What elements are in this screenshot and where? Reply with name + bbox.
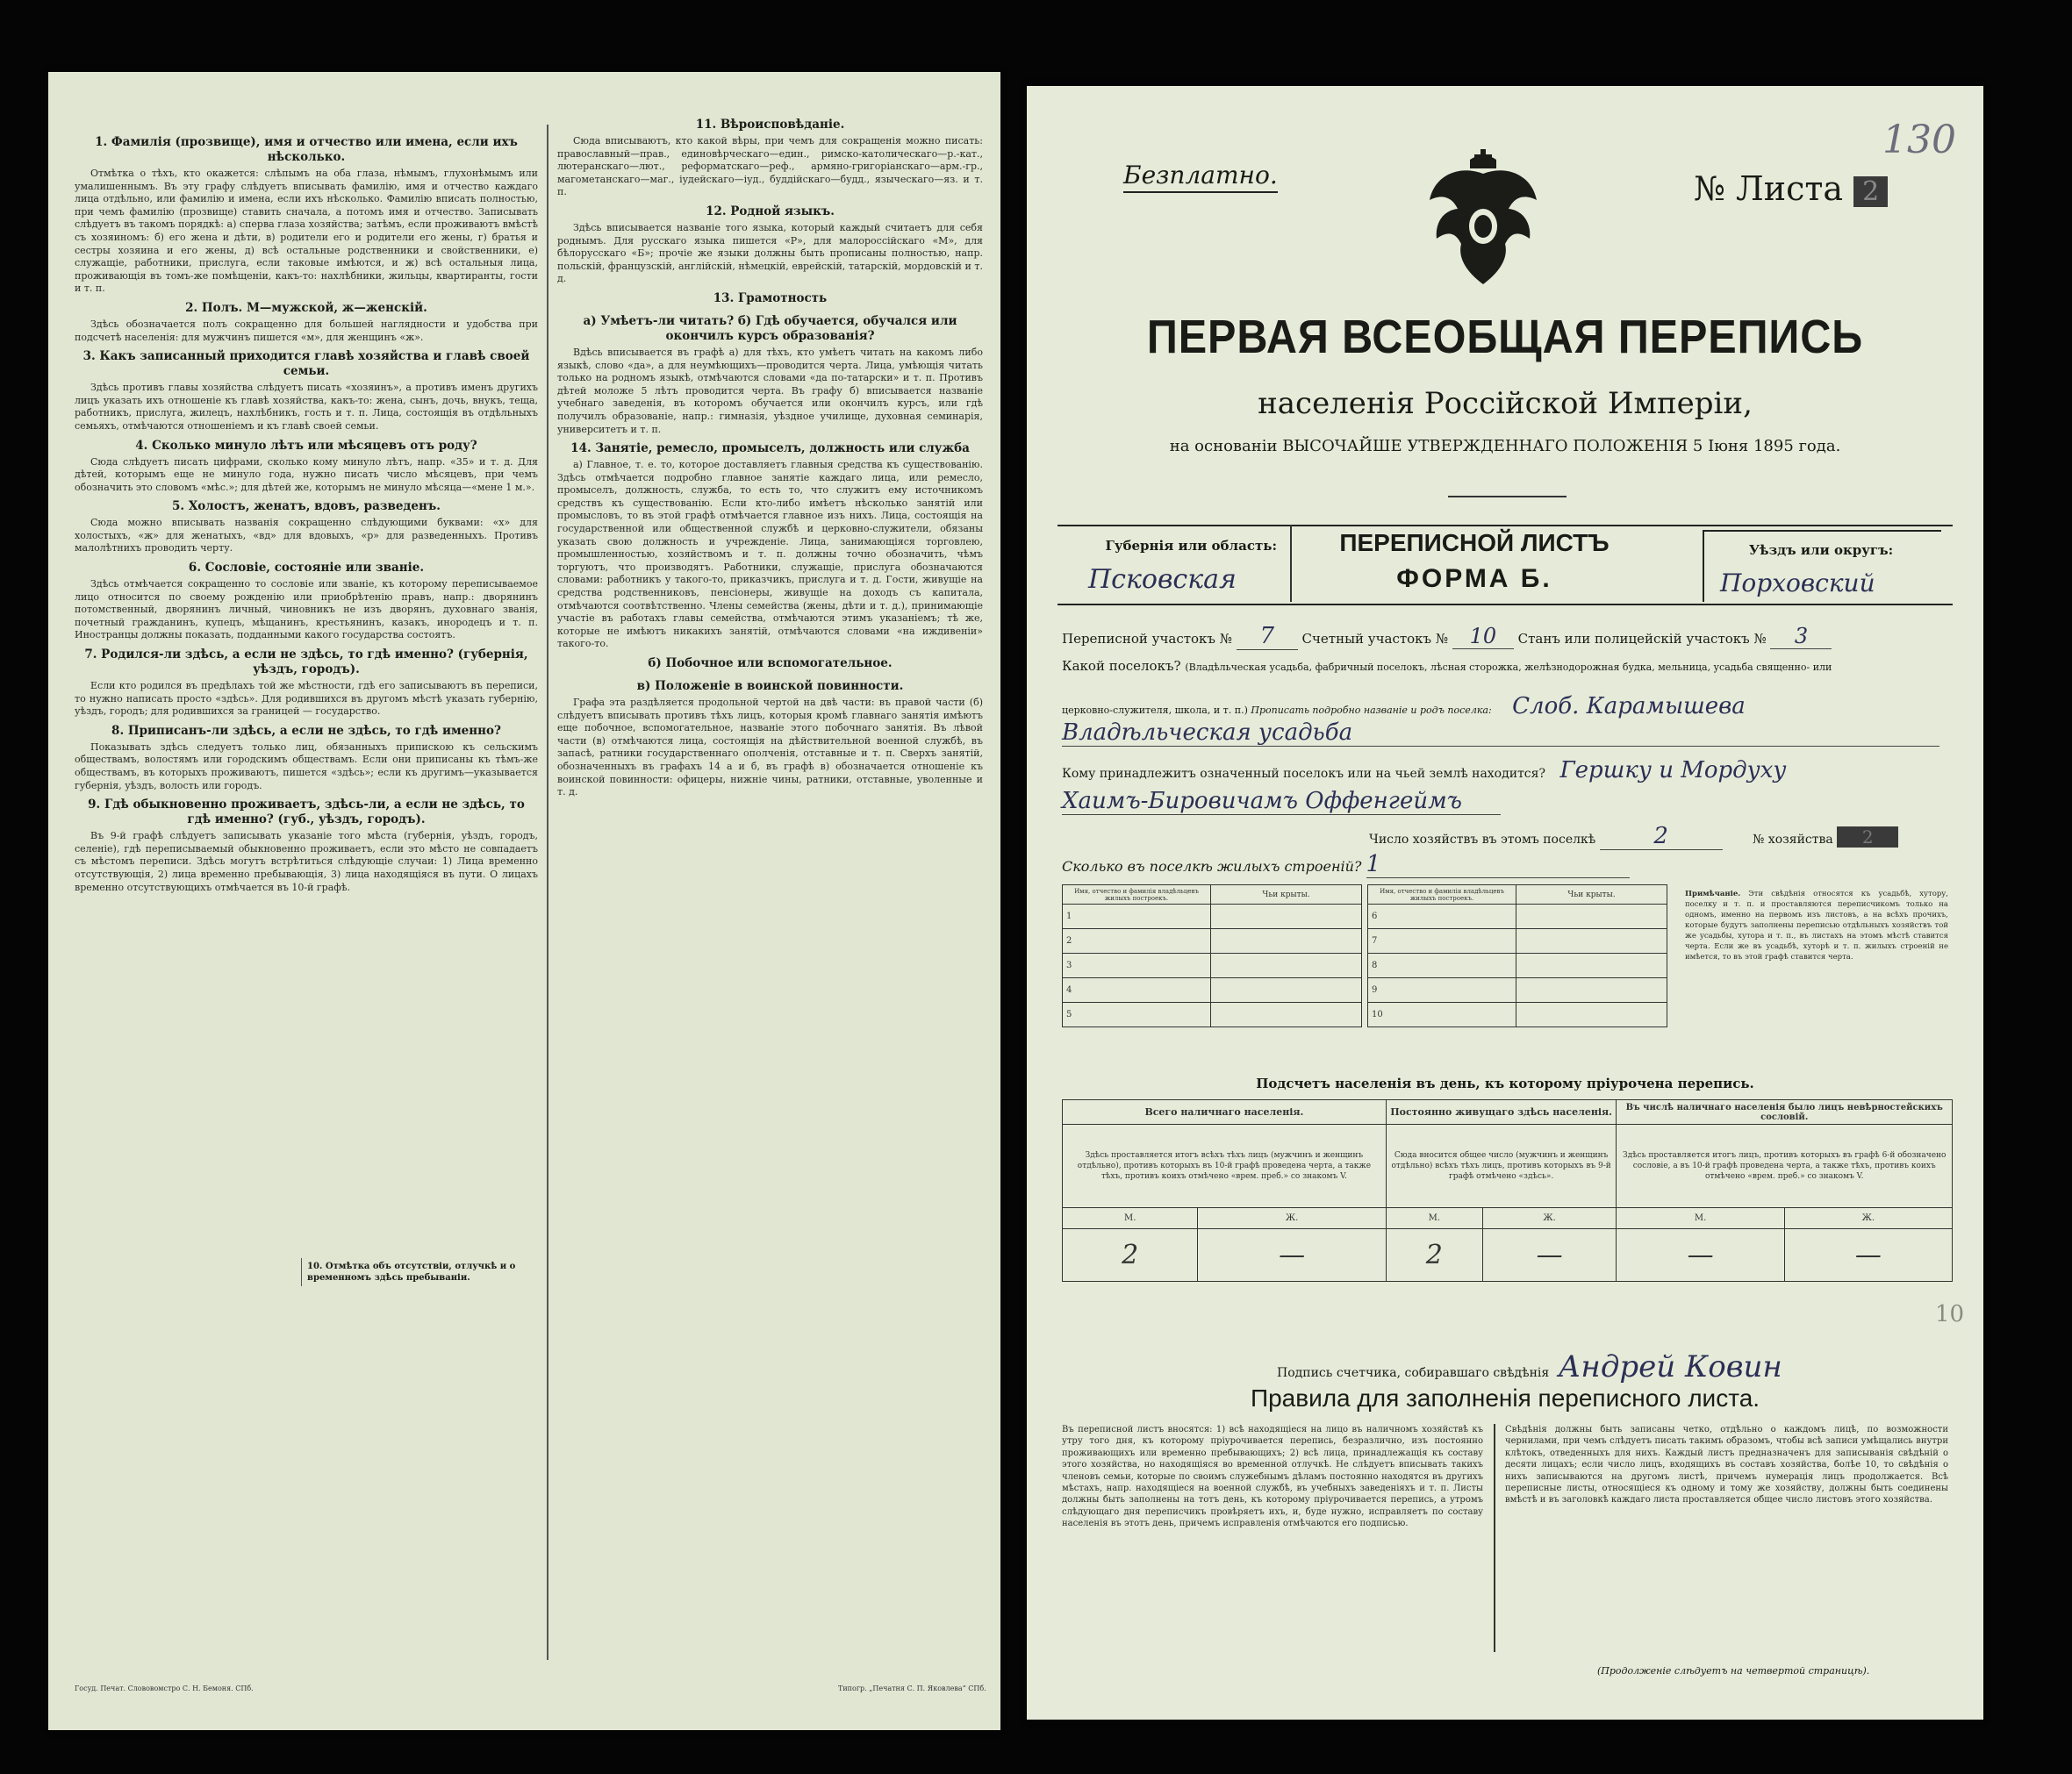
- form-title-1: ПЕРЕПИСНОЙ ЛИСТЪ: [1339, 529, 1610, 556]
- col2-heading: в) Положеніе в воинской повинности.: [636, 679, 904, 693]
- buildings-line: Сколько въ поселкѣ жилыхъ строеній? 1: [1062, 851, 1630, 878]
- police-section-value: 3: [1770, 624, 1832, 649]
- rules-divider: [1494, 1424, 1495, 1652]
- count-value-resident-f: —: [1482, 1229, 1617, 1282]
- col1-heading: 4. Сколько минуло лѣтъ или мѣсяцевъ отъ роду?: [135, 438, 477, 453]
- population-count-table: Всего наличнаго населенія. Постоянно живущаго здѣсь населенія. Въ числѣ наличнаго населенія было лицъ невѣрностейскихъ сословій. Здѣсь проставляется итогъ всѣхъ тѣхъ лицъ (мужчинъ и женщинъ отдѣльно), противъ которыхъ въ 10-й графѣ проведена черта, а также тѣхъ, противъ коихъ отмѣчено «врем. преб.» со знакомъ V. Сюда вносится общее число (мужчинъ и женщинъ отдѣльно) всѣхъ тѣхъ лицъ, противъ которыхъ въ 9-й графѣ отмѣчено «здѣсь». Здѣсь проставляется итогъ лицъ, противъ которыхъ въ графѣ 6-й обозначено сословіе, а въ 10-й графѣ проведена черта, а также тѣхъ, противъ коихъ отмѣчено «врем. преб.» со знакомъ V. М. Ж. М. Ж. М. Ж. 2 — 2 — — —: [1062, 1099, 1953, 1282]
- col2-heading: 14. Занятіе, ремесло, промыселъ, должность или служба: [570, 441, 970, 456]
- signature-line: Подпись счетчика, собиравшаго свѣдѣнія Андрей Ковин: [1277, 1349, 1782, 1384]
- free-label: Безплатно.: [1123, 161, 1278, 193]
- side-note-10: 10. Отмѣтка объ отсутствіи, отлучкѣ и о временномъ здѣсь пребываніи.: [301, 1258, 544, 1286]
- footer-right: Типогр. „Печатня С. П. Яковлева“ СПб.: [838, 1685, 986, 1692]
- sheet-number: № Листа 2: [1694, 169, 1888, 208]
- col2-heading: 11. Вѣроисповѣданіе.: [695, 118, 845, 132]
- column-divider: [547, 125, 548, 1660]
- col2-body: Сюда вписываютъ, кто какой вѣры, при чемъ для сокращенія можно писать: православный—прав., единовѣрческаго—един., римско-католическаго—р.-кат., лютеранскаго—лют., реформатскаго—реф., армяно-григоріанскаго—арм.-гр., магометанскаго—маг., іудейскаго—іуд., буддійскаго—будд., языческаго—яз. и т. п.: [557, 135, 983, 198]
- form-title-2: ФОРМА Б.: [1396, 564, 1552, 593]
- province-label: Губернія или область:: [1105, 538, 1277, 554]
- district-label: Уѣздъ или округъ:: [1748, 542, 1894, 558]
- counting-section-value: 10: [1452, 624, 1514, 649]
- rules-right-text: Свѣдѣнія должны быть записаны четко, отдѣльно о каждомъ лицѣ, по возможности чернилами, при чемъ слѣдуетъ писать такимъ образомъ, чтобы всѣ записи умѣщались внутри клѣтокъ, отведенныхъ для нихъ. Каждый листъ предназначенъ для записыванія свѣдѣній о десяти лицахъ; если число лицъ, входящихъ въ составъ хозяйства, болѣе 10, то свѣдѣнія о нихъ записываются на другомъ листѣ, причемъ нумерація лицъ продолжается. Всѣ переписные листы, относящіеся къ одному и тому же хозяйству, должны быть соединены вмѣстѣ и въ заголовкѣ каждаго листа проставляется общее число листовъ этого хозяйства.: [1505, 1425, 1948, 1506]
- imperial-eagle-emblem: [1426, 147, 1540, 288]
- instructions-column-2: [557, 112, 983, 1656]
- col1-heading: 8. Приписанъ-ли здѣсь, а если не здѣсь, то гдѣ именно?: [111, 723, 501, 738]
- rules-left-text: Въ переписной листъ вносятся: 1) всѣ находящіеся на лицо въ наличномъ хозяйствѣ къ утру того дня, къ которому пріурочивается перепись, безразлично, изъ постоянно проживающихъ или временно пребывающихъ; 2) всѣ лица, принадлежащія къ составу этого хозяйства, но находящіяся во временной отлучкѣ. Не слѣдуетъ вписывать такихъ членовъ семьи, которые по своимъ служебнымъ дѣламъ постоянно находятся въ другихъ мѣстахъ, напр. находящіеся на военной службѣ, въ учебныхъ заведеніяхъ и т. п. Листы должны быть заполнены на тотъ день, къ которому пріурочивается перепись, а утромъ слѣдующаго дня переписчикъ провѣряетъ ихъ, и, буде нужно, исправляетъ по составу населенія въ этотъ день, причемъ исправленія отмѣчаются его подписью.: [1062, 1425, 1483, 1529]
- col1-body: Здѣсь обозначается полъ сокращенно для большей наглядности и удобства при подсчетѣ населенія: для мужчинъ пишется «м», для женщинъ «ж».: [75, 318, 538, 343]
- col2-body: Здѣсь вписывается названіе того языка, который каждый считаетъ для себя роднымъ. Для русскаго языка пишется «Р», для малороссійскаго «М», для бѣлорусскаго «Б»; прочіе же языки должны быть прописаны полностью, напр. польскій, французскій, англійскій, нѣмецкій, еврейскій, татарскій, мордовскій и т. д.: [557, 221, 983, 285]
- buildings-table-right: Имя, отчество и фамилія владѣльцевъ жилыхъ построекъ. Чьи крыты. 6 7 8 9 10: [1367, 884, 1667, 1027]
- col2-heading: а) Умѣетъ-ли читать? б) Гдѣ обучается, обучался или окончилъ курсъ образованія?: [583, 313, 957, 343]
- households-line: Число хозяйствъ въ этомъ поселкѣ 2 № хозяйства 2: [1369, 823, 1953, 850]
- col2-heading: б) Побочное или вспомогательное.: [648, 656, 893, 670]
- district-value: Порховский: [1720, 569, 1875, 597]
- col1-heading: 7. Родился-ли здѣсь, а если не здѣсь, то гдѣ именно? (губернія, уѣздъ, городъ).: [84, 647, 528, 677]
- instructions-column-1: [75, 130, 538, 1656]
- rules-footer: (Продолженіе слѣдуетъ на четвертой страницѣ).: [1597, 1665, 1870, 1677]
- col1-heading: 5. Холостъ, женатъ, вдовъ, разведенъ.: [172, 499, 441, 514]
- buildings-value: 1: [1366, 851, 1630, 878]
- owner-value-2: Хаимъ-Бировичамъ Оффенгеймъ: [1062, 788, 1501, 815]
- col1-heading: 3. Какъ записанный приходится главѣ хозяйства и главѣ своей семьи.: [82, 349, 530, 379]
- col1-body: Здѣсь противъ главы хозяйства слѣдуетъ писать «хозяинъ», а противъ именъ другихъ лицъ указать ихъ отношеніе къ главѣ хозяйства, какъ-то: жена, сынъ, дочь, внукъ, теща, работникъ, прислуга, жилецъ, нахлѣбникъ, гость и т. п. Лица, состоящія въ отдѣльныхъ семьяхъ, отмѣчаются отношеніемъ и къ главѣ своей семьи.: [75, 382, 538, 432]
- household-number-value: 2: [1837, 826, 1898, 848]
- col2-body: а) Главное, т. е. то, которое доставляетъ главныя средства къ существованію. Здѣсь отмѣчается подробно главное занятіе каждаго лица, или ремесло, промыселъ, должность, служба, то есть то, что служитъ ему источникомъ средствъ къ существованію. Если кто-либо имѣетъ нѣсколько занятій или промысловъ, то въ этой графѣ отмѣчается главное изъ нихъ. Лица, состоящія на государственной или общественной службѣ и церковно-служители, обязаны указать свою должность и учрежденіе. Лица, занимающіяся торговлею, промышленностью, хозяйствомъ и т. п. должны точно обозначить, чѣмъ торгуютъ, что производятъ. Работники, служащіе, прислуга обозначаются словами: работникъ у такого-то, приказчикъ, прислуга и т. д. Гости, живущіе на средства родственниковъ, пенсіонеры, живущіе на доходъ съ капитала, отмѣчаются соотвѣтственно. Члены семейства (жены, дѣти и т. д.), принимающіе участіе въ работахъ главы семейства, отмѣчаются этимъ указаніемъ; тѣ же, которые не имѣютъ никакихъ занятій, отмѣчаются словами «на иждивеніи» такого-то.: [557, 459, 983, 650]
- owner-value-1: Гершку и Мордуху: [1559, 757, 1787, 783]
- left-page: [48, 72, 1000, 1730]
- col1-body: Здѣсь отмѣчается сокращенно то сословіе или званіе, къ которому переписываемое лицо относится по своему рожденію или приобрѣтенію правъ, напр.: дворянинъ потомственный, дворянинъ личный, чиновникъ не изъ дворянъ, духовнаго званія, почетный гражданинъ, купецъ, мѣщанинъ, крестьянинъ, казакъ, инородецъ и т. п. Иностранцы должны показать, подданными какого государства состоятъ.: [75, 578, 538, 641]
- col2-body: Вдѣсь вписывается въ графѣ а) для тѣхъ, кто умѣетъ читать на какомъ либо языкѣ, слово «да», а для неумѣющихъ—проводится черта. Лица, умѣющія читать только на родномъ языкѣ, отмѣчаются словами «да по-татарски» и т. п. Противъ дѣтей моложе 5 лѣтъ проводится черта. Въ графу б) вписывается названіе учебнаго заведенія, въ которомъ обучается или окончилъ курсъ, или гдѣ получилъ образованіе, напр.: гимназія, уѣздное училище, духовная семинарія, университетъ и т. п.: [557, 346, 983, 435]
- col1-body: Отмѣтка о тѣхъ, кто окажется: слѣпымъ на оба глаза, нѣмымъ, глухонѣмымъ или умалишеннымъ. Въ эту графу слѣдуетъ вписывать фамилію, имя и отчество каждаго лица отдѣльно, или фамилію и имена, если ихъ нѣсколько. Фамилію вписать полностью, при чемъ фамилію (прозвище) ставить сначала, а потомъ имя и отчество. Записывать слѣдуетъ въ такомъ порядкѣ: а) сперва глаза хозяйства; затѣмъ, если проживаютъ вмѣстѣ съ хозяиномъ: б) его жена и дѣти, в) родители его и родители его жены, г) братья и сестры хозяина и его жены, д) всѣ остальные родственники и свойственники, е) служащіе, работники, прислуга, если таковые имѣются, и ж) всѣ остальныя лица, проживающія въ томъ-же помѣщеніи, какъ-то: нахлѣбники, жильцы, квартиранты, гости и т. п.: [75, 168, 538, 295]
- census-basis: на основаніи ВЫСОЧАЙШЕ УТВЕРЖДЕННАГО ПОЛОЖЕНІЯ 5 Іюня 1895 года.: [1169, 437, 1841, 455]
- sheet-number-value: 2: [1853, 176, 1888, 207]
- col2-heading: 13. Грамотность: [713, 290, 828, 305]
- col1-body: Сюда можно вписывать названія сокращенно слѣдующими буквами: «х» для холостыхъ, «ж» для женатыхъ, «вд» для вдовыхъ, «р» для разведенныхъ. Противъ малолѣтнихъ проводить черту.: [75, 517, 538, 554]
- col1-body: Сюда слѣдуетъ писать цифрами, сколько кому минуло лѣтъ, напр. «35» и т. д. Для дѣтей, которымъ еще не минуло года, нужно писать число мѣсяцевъ, при чемъ обозначить это словомъ «мѣс.»; для дѣтей же, которымъ не минуло мѣсяца—«мене 1 м.».: [75, 455, 538, 493]
- margin-number: 10: [1935, 1301, 1965, 1327]
- census-section-value: 7: [1237, 623, 1298, 650]
- count-value-other-m: —: [1617, 1229, 1784, 1282]
- census-subtitle: населенія Россійской Имперіи,: [1258, 386, 1753, 421]
- count-title: Подсчетъ населенія въ день, къ которому пріурочена перепись.: [1256, 1076, 1754, 1091]
- buildings-note: Примѣчаніе. Эти свѣдѣнія относятся къ усадьбѣ, хутору, поселку и т. п. и проставляются переписчикомъ только на одномъ, именно на первомъ изъ листовъ, а на всѣхъ прочихъ, которые будутъ заполнены переписью отдѣльныхъ хозяйствъ той же усадьбы, хутора и т. п., въ листахъ на этомъ мѣстѣ ставится черта. Если же въ усадьбѣ, хуторѣ и т. п. жилыхъ строеній не имѣется, то въ этой графѣ ставится черта.: [1685, 890, 1948, 962]
- col1-heading: 1. Фамилія (прозвище), имя и отчество или имена, если ихъ нѣсколько.: [95, 135, 518, 164]
- col2-body: Графа эта раздѣляется продольной чертой на двѣ части: въ правой части (б) слѣдуетъ вписывать противъ тѣхъ лицъ, которыя кромѣ главнаго занятія имѣютъ еще побочное, вспомогательное, названіе этого побочнаго занятія. Въ лѣвой части (в) отмѣчаются лица, состоящія на дѣйствительной военной службѣ, въ запасѣ, ратники государственнаго ополченія, отставные и т. п. Сверхъ занятій, обозначенныхъ въ графахъ 14 а и б, въ графѣ в) обозначается отношеніе къ воинской повинности: офицеры, нижніе чины, ратники, отставные, уволенные и т. д.: [557, 697, 983, 798]
- col1-body: Въ 9-й графѣ слѣдуетъ записывать указаніе того мѣста (губернія, уѣздъ, городъ, селеніе), гдѣ переписываемый обыкновенно проживаетъ, если это мѣсто не совпадаетъ съ мѣстомъ переписи. Здѣсь могутъ встрѣтиться слѣдующіе случаи: 1) Лица временно отсутствующія, 2) лица временно пребывающія, 3) лица находящіяся въ пути. О лицахъ временно отсутствующихъ отмѣчается въ 10-й графѣ.: [75, 830, 538, 893]
- households-value: 2: [1600, 823, 1723, 850]
- col1-body: Если кто родился въ предѣлахъ той же мѣстности, гдѣ его записываютъ въ переписи, то нужно написать просто «здѣсь». Для родившихся въ другомъ мѣстѣ указать губернію, уѣздъ, городъ; для родившихся за границей — государство.: [75, 680, 538, 718]
- count-value-present-f: —: [1198, 1229, 1386, 1282]
- rules-title: Правила для заполненія переписного листа.: [1250, 1384, 1760, 1412]
- footer-left: Госуд. Печат. Слововомстро С. Н. Бемоня. СПб.: [75, 1685, 254, 1692]
- settlement-value-2: Владѣльческая усадьба: [1062, 719, 1939, 747]
- count-value-resident-m: 2: [1386, 1229, 1482, 1282]
- settlement-value-1: Слоб. Карамышева: [1512, 693, 1746, 719]
- count-value-present-m: 2: [1063, 1229, 1198, 1282]
- owner-line: Кому принадлежитъ означенный поселокъ или на чьей землѣ находится? Гершку и Мордуху: [1062, 757, 1787, 783]
- census-section-line: Переписной участокъ № 7 Счетный участокъ № 10 Станъ или полицейскій участокъ № 3: [1062, 623, 1948, 650]
- counter-signature: Андрей Ковин: [1558, 1349, 1782, 1384]
- title-rule: [1448, 496, 1567, 497]
- province-value: Псковская: [1088, 564, 1237, 595]
- buildings-table-left: Имя, отчество и фамилія владѣльцевъ жилыхъ построекъ. Чьи крыты. 1 2 3 4 5: [1062, 884, 1362, 1027]
- col1-body: Показывать здѣсь следуетъ только лиц, обязанныхъ припискою къ сельскимъ обществамъ, волостямъ или городскимъ обществамъ. Если они приписаны къ тѣмъ-же обществамъ, въ которыхъ проживаютъ, пишется «здѣсь»; если къ другимъ—указывается губернія, уѣздъ, волость или городъ.: [75, 740, 538, 791]
- col1-heading: 9. Гдѣ обыкновенно проживаетъ, здѣсь-ли, а если не здѣсь, то гдѣ именно? (губ., уѣздъ, городъ).: [88, 798, 525, 827]
- page-number-pencil: 130: [1882, 118, 1956, 162]
- count-value-other-f: —: [1784, 1229, 1952, 1282]
- settlement-line: Какой поселокъ? (Владѣльческая усадьба, фабричный поселокъ, лѣсная сторожка, желѣзнодорожная будка, мельница, усадьба священно- или: [1062, 658, 1832, 674]
- census-title: ПЕРВАЯ ВСЕОБЩАЯ ПЕРЕПИСЬ: [1146, 311, 1864, 363]
- col1-heading: 2. Полъ. М—мужской, ж—женскій.: [185, 300, 427, 315]
- right-page: [1027, 86, 1983, 1720]
- settlement-note-line: церковно-служителя, школа, и т. п.) Прописать подробно названіе и родъ поселка: Слоб. Карамышева: [1062, 693, 1746, 719]
- col1-heading: 6. Сословіе, состояніе или званіе.: [188, 561, 425, 576]
- col2-heading: 12. Родной языкъ.: [706, 204, 835, 218]
